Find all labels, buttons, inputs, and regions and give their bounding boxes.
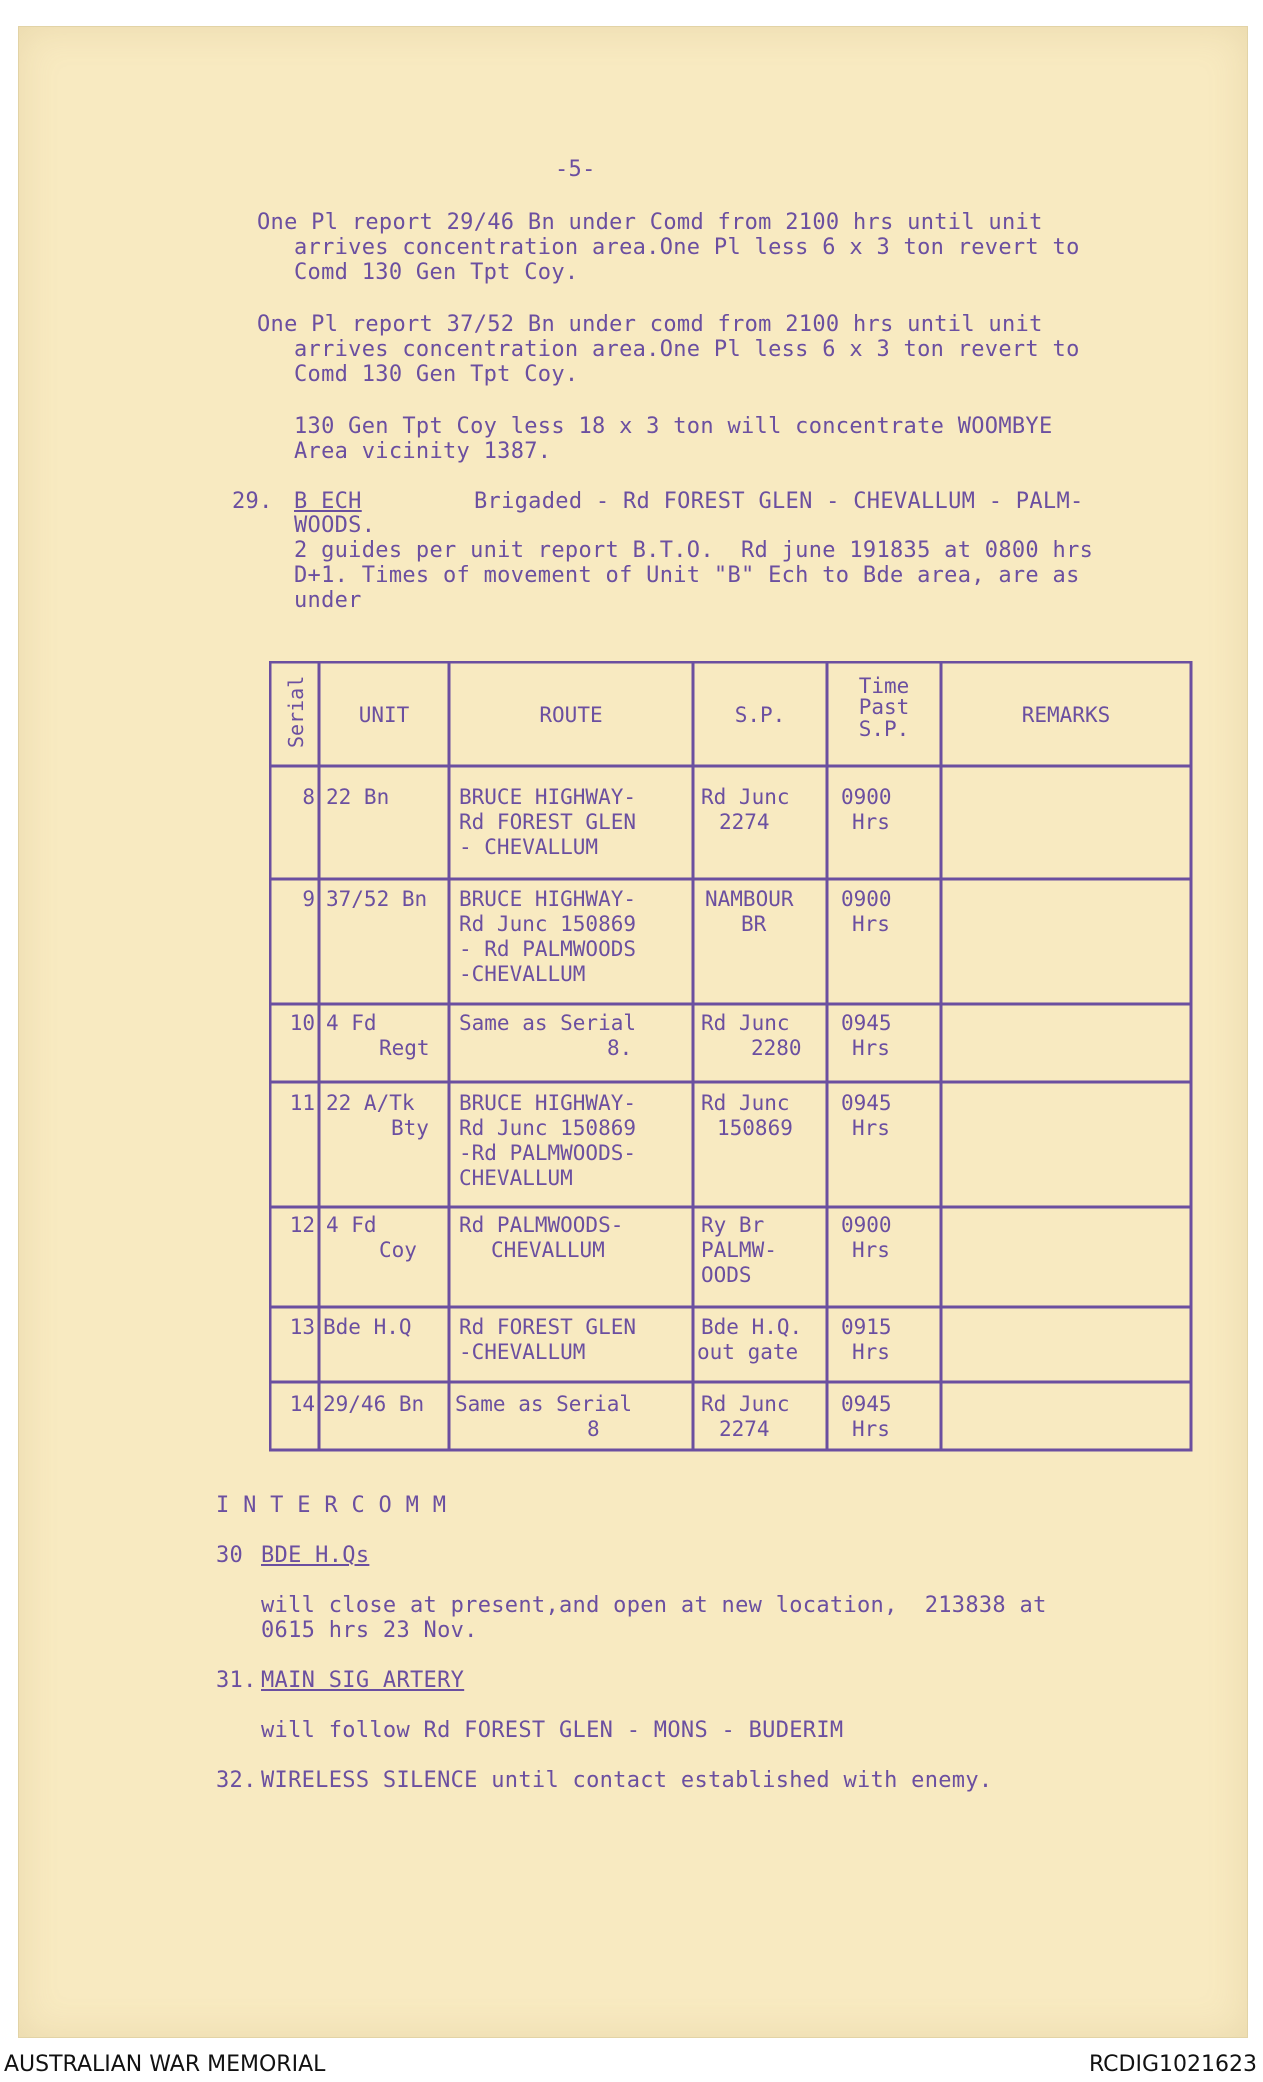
para-2-line-2: arrives concentration area.One Pl less 6 x 3 ton revert to [294, 337, 1080, 362]
row-9-route-4: -CHEVALLUM [459, 962, 586, 986]
item-32-text: WIRELESS SILENCE until contact established with enemy. [261, 1768, 993, 1793]
row-8-route-1: BRUCE HIGHWAY- [459, 785, 637, 809]
row-12-sp-3: OODS [701, 1263, 752, 1287]
row-8-sp-1: Rd Junc [701, 785, 790, 809]
row-12-serial: 12 [289, 1213, 315, 1237]
row-8-route-2: Rd FOREST GLEN [459, 810, 637, 834]
header-time-l2: Past [858, 695, 910, 719]
row-14-sp-2: 2274 [719, 1417, 770, 1441]
row-14-time-1: 0945 [841, 1392, 892, 1416]
row-11-route-2: Rd Junc 150869 [459, 1116, 637, 1140]
row-10-time-2: Hrs [852, 1036, 890, 1060]
row-8-sp-2: 2274 [719, 810, 770, 834]
row-13-unit: Bde H.Q [323, 1315, 412, 1339]
row-12-route-1: Rd PALMWOODS- [459, 1213, 624, 1237]
row-14-serial: 14 [289, 1392, 315, 1416]
item-30-number: 30 [216, 1543, 244, 1568]
row-8-route-3: - CHEVALLUM [459, 835, 599, 859]
item-30-heading: BDE H.Qs [261, 1543, 370, 1568]
row-10-serial: 10 [289, 1011, 315, 1035]
item-29-line-3: 2 guides per unit report B.T.O. Rd june 191835 at 0800 hrs [294, 538, 1094, 563]
row-9-sp-1: NAMBOUR [705, 887, 794, 911]
row-9-time-2: Hrs [852, 912, 890, 936]
row-12-sp-2: PALMW- [701, 1238, 777, 1262]
row-12-unit-1: 4 Fd [326, 1213, 377, 1237]
movement-table [269, 661, 1193, 1452]
row-11-sp-1: Rd Junc [701, 1091, 790, 1115]
para-2-line-1: One Pl report 37/52 Bn under comd from 2100 hrs until unit [257, 312, 1043, 337]
row-11-time-1: 0945 [841, 1091, 892, 1115]
item-29-heading: B ECH [294, 489, 362, 514]
row-9-time-1: 0900 [841, 887, 892, 911]
row-13-route-2: -CHEVALLUM [459, 1340, 586, 1364]
row-11-time-2: Hrs [852, 1116, 890, 1140]
item-32-number: 32. [216, 1768, 257, 1793]
para-1-line-3: Comd 130 Gen Tpt Coy. [294, 260, 579, 285]
row-8-serial: 8 [302, 785, 315, 809]
row-9-sp-2: BR [741, 912, 767, 936]
row-12-time-1: 0900 [841, 1213, 892, 1237]
item-31-number: 31. [216, 1668, 257, 1693]
row-10-time-1: 0945 [841, 1011, 892, 1035]
item-30-line-1: will close at present,and open at new location, 213838 at [261, 1593, 1047, 1618]
para-1-line-2: arrives concentration area.One Pl less 6 x 3 ton revert to [294, 235, 1080, 260]
row-13-time-2: Hrs [852, 1340, 890, 1364]
row-11-sp-2: 150869 [717, 1116, 793, 1140]
row-10-route-2: 8. [607, 1036, 633, 1060]
row-10-sp-1: Rd Junc [701, 1011, 790, 1035]
row-8-time-1: 0900 [841, 785, 892, 809]
footer-institution: AUSTRALIAN WAR MEMORIAL [4, 2052, 326, 2077]
row-11-route-4: CHEVALLUM [459, 1166, 573, 1190]
row-13-serial: 13 [289, 1315, 315, 1339]
item-29-line-2: WOODS. [294, 513, 376, 538]
row-11-unit-2: Bty [391, 1116, 429, 1140]
header-time-l3: S.P. [858, 717, 910, 741]
row-12-route-2: CHEVALLUM [491, 1238, 605, 1262]
row-12-time-2: Hrs [852, 1238, 890, 1262]
item-29-line-4: D+1. Times of movement of Unit "B" Ech to Bde area, are as [294, 563, 1080, 588]
item-29-line-1: Brigaded - Rd FOREST GLEN - CHEVALLUM - PALM- [474, 489, 1084, 514]
row-9-serial: 9 [302, 887, 315, 911]
archive-footer [0, 2048, 1263, 2082]
header-remarks: REMARKS [1021, 703, 1111, 727]
item-31-heading: MAIN SIG ARTERY [261, 1668, 465, 1693]
item-30-line-2: 0615 hrs 23 Nov. [261, 1618, 478, 1643]
row-11-unit-1: 22 A/Tk [326, 1091, 415, 1115]
row-9-unit: 37/52 Bn [326, 887, 428, 911]
row-11-route-3: -Rd PALMWOODS- [459, 1141, 637, 1165]
row-10-sp-2: 2280 [751, 1036, 802, 1060]
row-14-route-1: Same as Serial [455, 1392, 633, 1416]
item-31-line-1: will follow Rd FOREST GLEN - MONS - BUDERIM [261, 1718, 844, 1743]
para-1-line-1: One Pl report 29/46 Bn under Comd from 2100 hrs until unit [257, 210, 1043, 235]
row-14-route-2: 8 [587, 1417, 600, 1441]
row-12-sp-1: Ry Br [701, 1213, 765, 1237]
row-9-route-3: - Rd PALMWOODS [459, 937, 637, 961]
header-unit: UNIT [358, 703, 410, 727]
row-13-sp-2: out gate [697, 1340, 799, 1364]
row-9-route-2: Rd Junc 150869 [459, 912, 637, 936]
footer-reference: RCDIG1021623 [1088, 2052, 1257, 2077]
row-14-unit: 29/46 Bn [323, 1392, 425, 1416]
row-10-route-1: Same as Serial [459, 1011, 637, 1035]
row-10-unit-2: Regt [379, 1036, 430, 1060]
page-number: -5- [555, 157, 596, 182]
para-3-line-2: Area vicinity 1387. [294, 439, 552, 464]
intercomm-heading: I N T E R C O M M [216, 1493, 447, 1518]
para-2-line-3: Comd 130 Gen Tpt Coy. [294, 362, 579, 387]
row-14-time-2: Hrs [852, 1417, 890, 1441]
row-12-unit-2: Coy [379, 1238, 417, 1262]
item-29-number: 29. [232, 489, 273, 514]
row-13-time-1: 0915 [841, 1315, 892, 1339]
item-29-line-5: under [294, 588, 362, 613]
row-14-sp-1: Rd Junc [701, 1392, 790, 1416]
header-route: ROUTE [539, 703, 603, 727]
header-time-l1: Time [858, 674, 910, 698]
row-13-sp-1: Bde H.Q. [701, 1315, 803, 1339]
row-9-route-1: BRUCE HIGHWAY- [459, 887, 637, 911]
row-8-unit: 22 Bn [326, 785, 390, 809]
row-11-route-1: BRUCE HIGHWAY- [459, 1091, 637, 1115]
row-8-time-2: Hrs [852, 810, 890, 834]
row-10-unit-1: 4 Fd [326, 1011, 377, 1035]
header-sp: S.P. [734, 703, 786, 727]
row-11-serial: 11 [289, 1091, 315, 1115]
para-3-line-1: 130 Gen Tpt Coy less 18 x 3 ton will concentrate WOOMBYE [294, 414, 1053, 439]
row-13-route-1: Rd FOREST GLEN [459, 1315, 637, 1339]
header-serial: Serial [284, 675, 308, 748]
